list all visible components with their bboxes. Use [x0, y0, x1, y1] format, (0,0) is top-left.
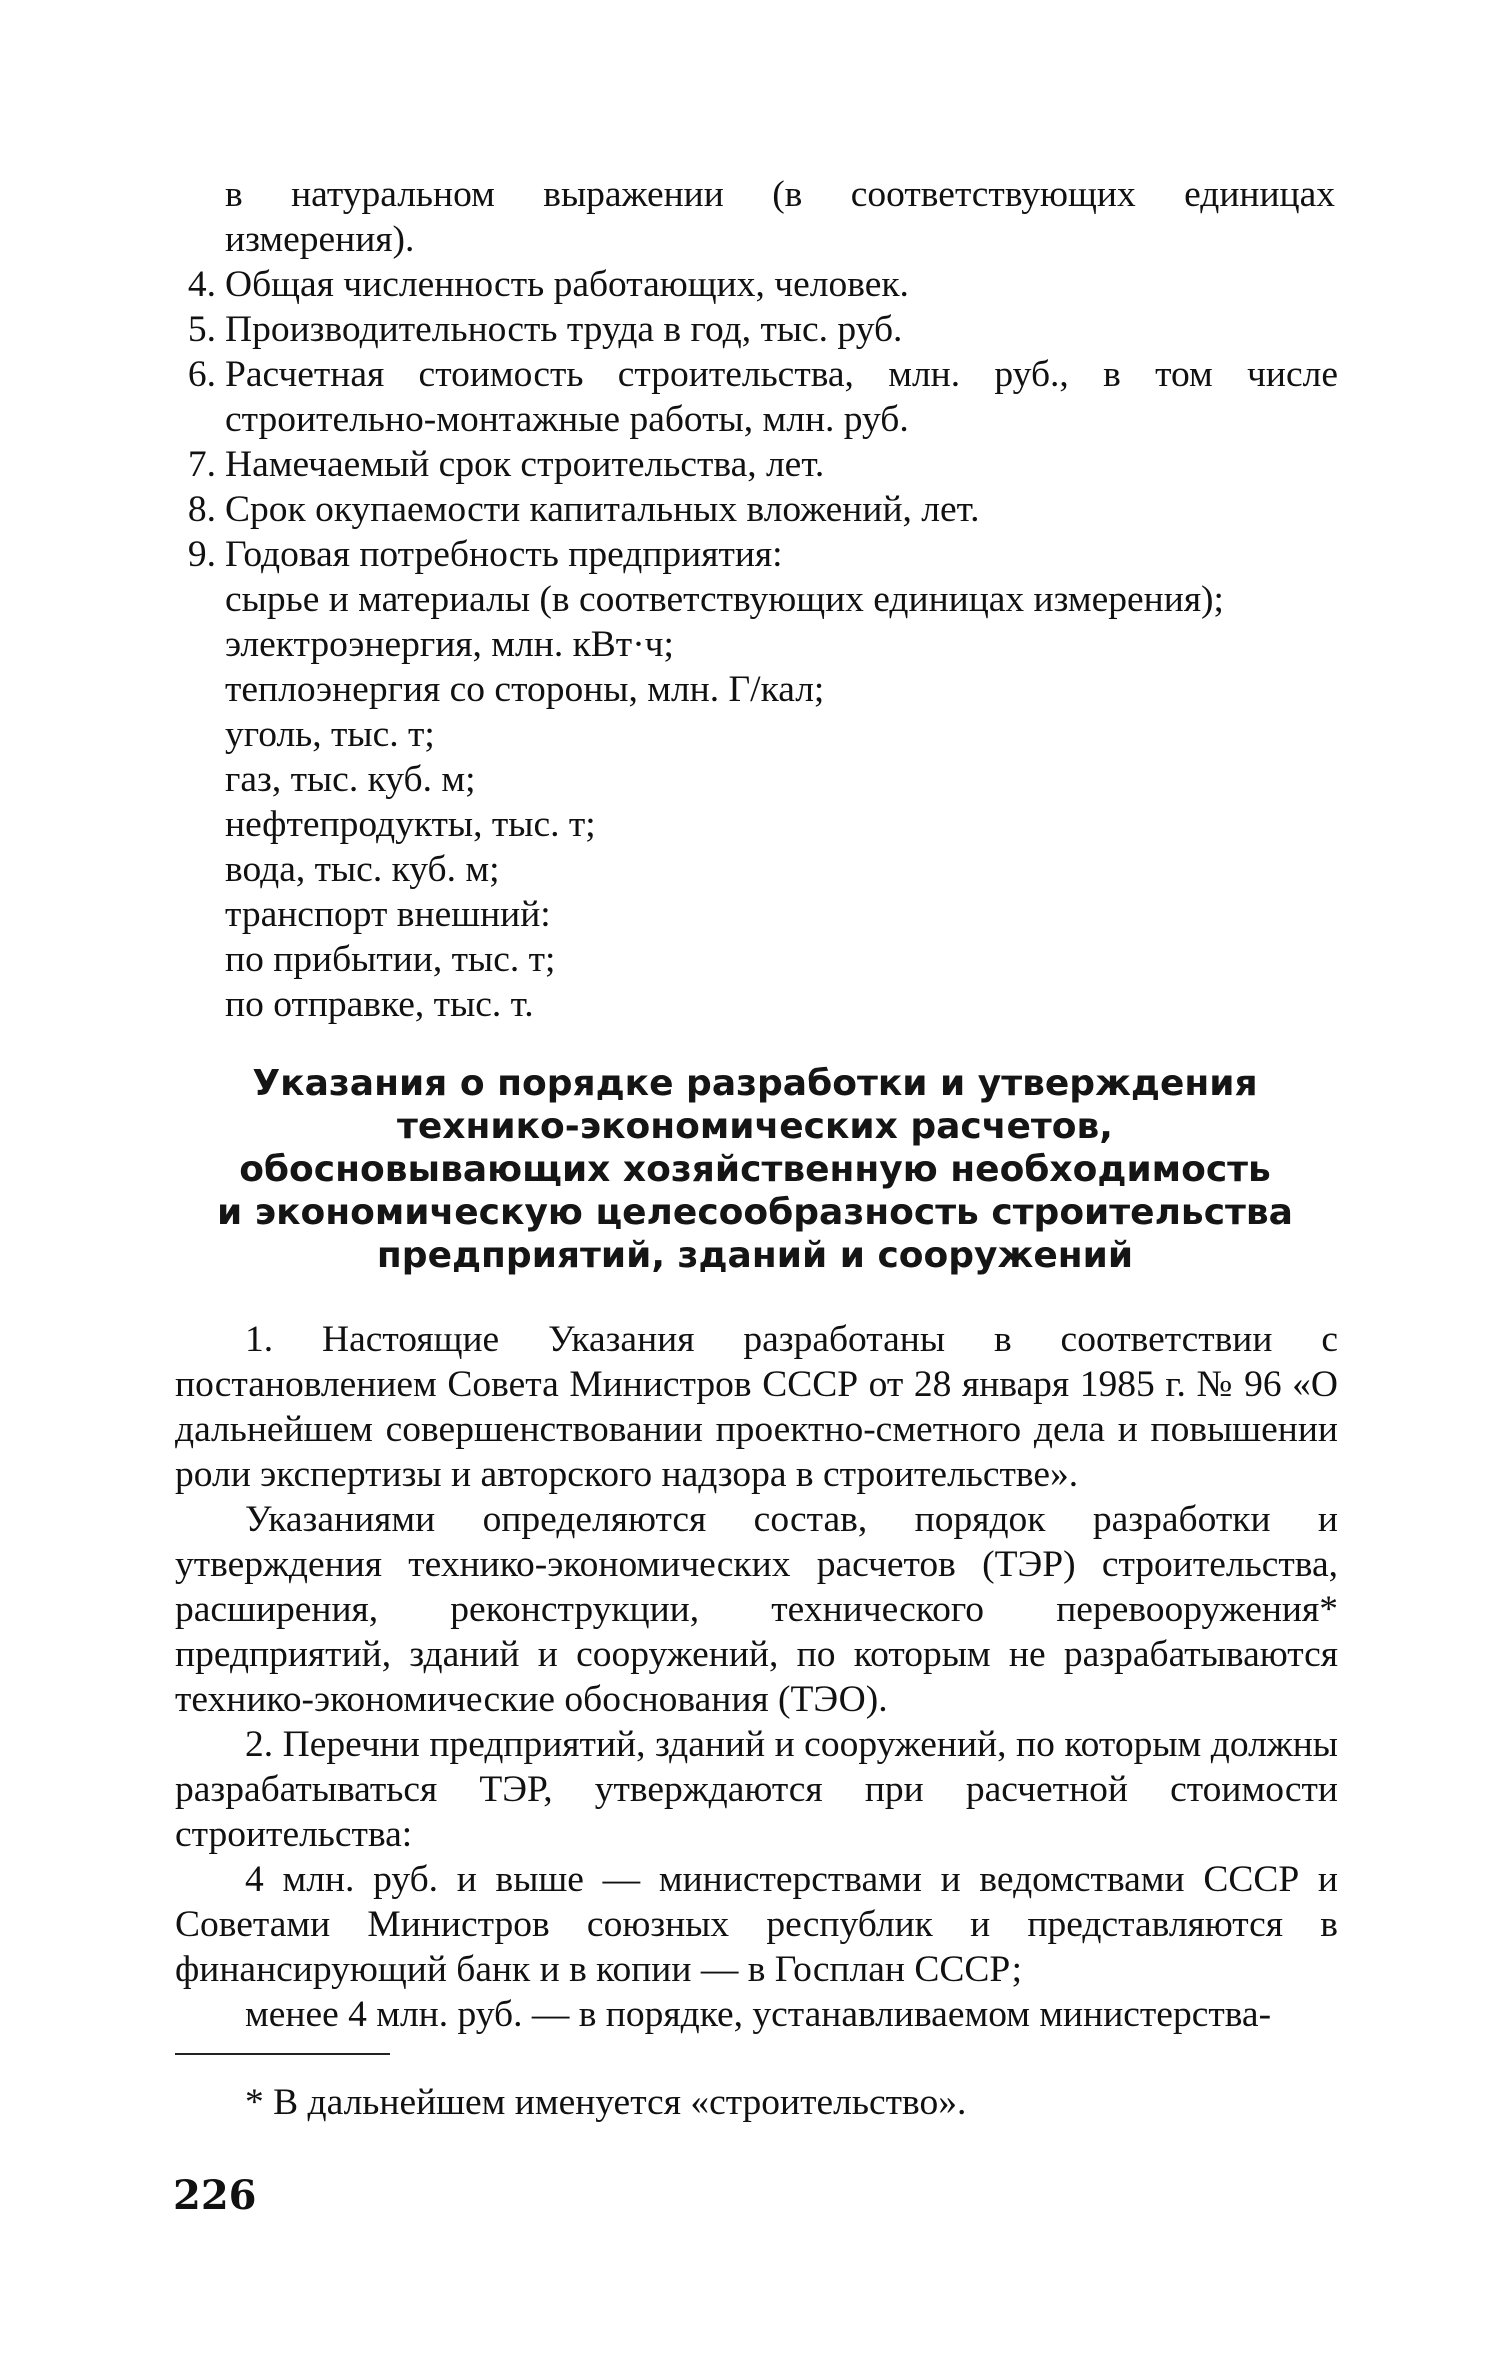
paragraph: 2. Перечни предприятий, зданий и сооружений, по которым должны разрабатываться ТЭР, утверждаются при расчетной стоимости строительства:: [175, 1724, 1338, 1855]
needs-item: газ, тыс. куб. м;: [225, 759, 476, 800]
item-number: 9.: [187, 534, 216, 575]
item-number: 4.: [187, 264, 216, 305]
intro-text: в натуральном выражении (в соответствующих единицах измерения).: [225, 174, 1335, 260]
section-title-line: технико-экономических расчетов,: [397, 1106, 1113, 1147]
list-item: [168, 262, 1338, 307]
item-number: 6.: [187, 354, 216, 395]
section-title-line: Указания о порядке разработки и утверждения: [252, 1063, 1258, 1104]
list-item: [168, 307, 1338, 352]
item-number: 8.: [187, 489, 216, 530]
page-number: 226: [173, 2172, 257, 2219]
footnote: * В дальнейшем именуется «строительство».: [245, 2082, 967, 2123]
section-title: [180, 1062, 1330, 1277]
paragraph: 1. Настоящие Указания разработаны в соответствии с постановлением Совета Министров СССР от 28 января 1985 г. № 96 «О дальнейшем совершенствовании проектно-сметного дела и повышении роли экспертизы и авторского надзора в строительстве».: [175, 1319, 1338, 1495]
section-title-line: и экономическую целесообразность строительства: [217, 1192, 1293, 1233]
body-paragraphs: [175, 1317, 1338, 2037]
needs-item: уголь, тыс. т;: [225, 714, 435, 755]
paragraph: Указаниями определяются состав, порядок разработки и утверждения технико-экономических расчетов (ТЭР) строительства, расширения, реконструкции, технического перевооружения* предприятий, зданий и сооружений, по которым не разрабатываются технико-экономические обоснования (ТЭО).: [175, 1499, 1338, 1720]
needs-item: вода, тыс. куб. м;: [225, 849, 500, 890]
list-item: [168, 352, 1338, 442]
item-text: Общая численность работающих, человек.: [225, 264, 909, 305]
list-item: [168, 532, 1338, 1027]
item-text: Годовая потребность предприятия:: [225, 534, 783, 575]
numbered-list: [168, 262, 1338, 1027]
item-number: 7.: [187, 444, 216, 485]
needs-item: нефтепродукты, тыс. т;: [225, 804, 596, 845]
needs-item: электроэнергия, млн. кВт·ч;: [225, 624, 674, 665]
item-text: Производительность труда в год, тыс. руб.: [225, 309, 903, 350]
item-text: Срок окупаемости капитальных вложений, лет.: [225, 489, 980, 530]
paragraph: 4 млн. руб. и выше — министерствами и ведомствами СССР и Советами Министров союзных республик и представляются в финансирующий банк и в копии — в Госплан СССР;: [175, 1859, 1338, 1990]
needs-item: транспорт внешний:: [225, 894, 551, 935]
list-item: [168, 442, 1338, 487]
list-item: [168, 487, 1338, 532]
section-title-line: обосновывающих хозяйственную необходимость: [239, 1149, 1271, 1190]
item-text: Расчетная стоимость строительства, млн. руб., в том числе строительно-монтажные работы, млн. руб.: [225, 354, 1338, 440]
item-number: 5.: [187, 309, 216, 350]
section-title-line: предприятий, зданий и сооружений: [376, 1235, 1134, 1276]
footnote-divider: [175, 2053, 390, 2055]
needs-item: сырье и материалы (в соответствующих единицах измерения);: [225, 579, 1224, 620]
needs-list: [225, 577, 1338, 1027]
item-text: Намечаемый срок строительства, лет.: [225, 444, 825, 485]
needs-item: по прибытии, тыс. т;: [225, 939, 556, 980]
needs-item: теплоэнергия со стороны, млн. Г/кал;: [225, 669, 825, 710]
paragraph: менее 4 млн. руб. — в порядке, устанавливаемом министерства-: [245, 1994, 1272, 2035]
needs-item: по отправке, тыс. т.: [225, 984, 534, 1025]
